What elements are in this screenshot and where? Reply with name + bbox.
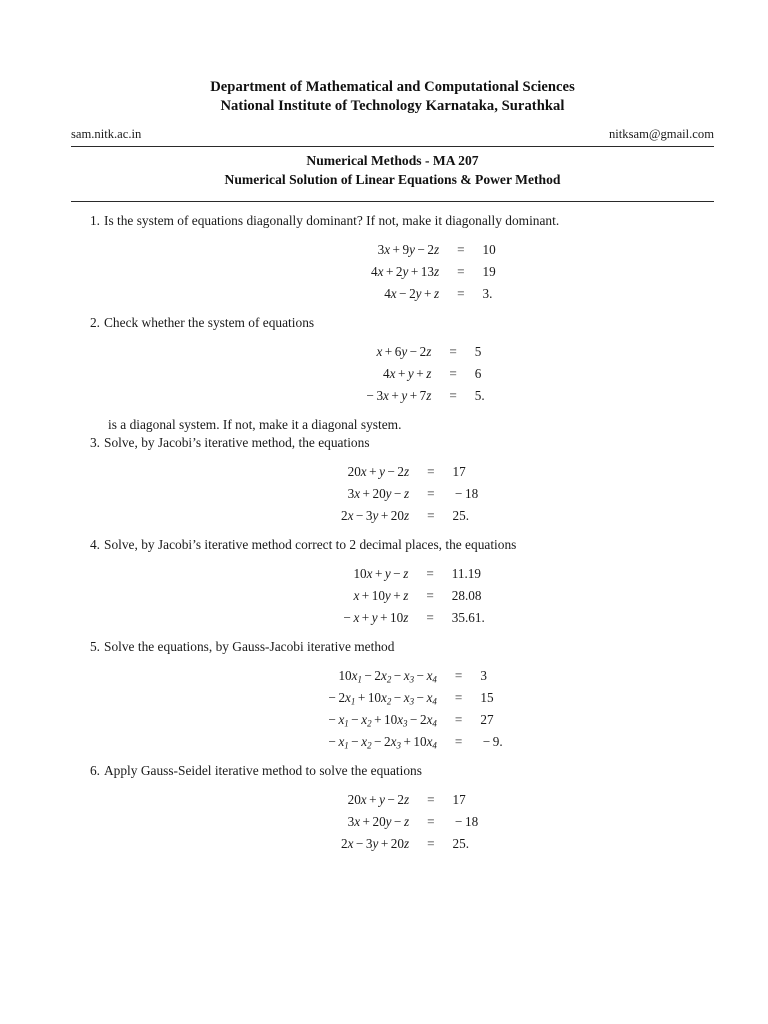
equation-rhs: 3. [482, 286, 493, 301]
equation-relation: = [426, 610, 434, 625]
equation-relation: = [457, 242, 465, 257]
equation-relation: = [457, 264, 465, 279]
equation-lhs: 4x + y + z [383, 366, 432, 381]
equation-rhs: 10 [482, 242, 496, 257]
equation-relation: = [454, 690, 463, 705]
equation-relation: = [449, 388, 457, 403]
equation-relation: = [426, 566, 434, 581]
equation-rhs: 5 [474, 344, 482, 359]
equation-row [341, 811, 478, 833]
equation-row [341, 563, 485, 585]
problem-heading [71, 434, 714, 452]
equation-rhs: 28.08 [451, 588, 482, 603]
equation-relation: = [449, 344, 457, 359]
equation-row [341, 461, 478, 483]
equation-row [371, 283, 496, 305]
problem-number: 1. [89, 213, 100, 228]
equation-rhs: − 18 [455, 486, 479, 501]
equation-lhs: 4x + 2y + 13z [371, 264, 440, 279]
equation-lhs: 3x + 20y − z [347, 486, 410, 501]
equation-rhs: 35.61. [451, 610, 485, 625]
equation-lhs: 4x − 2y + z [384, 286, 440, 301]
problem-heading [71, 212, 714, 230]
equation-row [326, 709, 503, 731]
equation-relation: = [449, 366, 457, 381]
equation-rhs: 5. [474, 388, 485, 403]
problem-prompt: Check whether the system of equations [104, 315, 315, 330]
equation-relation: = [427, 836, 435, 851]
equation-lhs: 10x + y − z [353, 566, 409, 581]
equation-row [341, 833, 478, 855]
problem-item [71, 212, 714, 305]
equation-row [371, 261, 496, 283]
header-rule-top [71, 146, 714, 147]
problem-prompt: Solve the equations, by Gauss-Jacobi iterative method [104, 639, 395, 654]
course-title-block [71, 152, 714, 189]
equation-lhs: − $x_1 - x_2 + 10x_3 - 2x_4$ [328, 712, 437, 729]
equation-lhs: − x + y + 10z [343, 610, 409, 625]
topic-name: Numerical Solution of Linear Equations & Power Method [224, 171, 561, 187]
equation-row [371, 239, 496, 261]
equation-system [371, 239, 496, 305]
problem-item [71, 314, 714, 434]
email-link[interactable]: nitksam@gmail.com [609, 127, 714, 141]
equation-row [341, 483, 478, 505]
equation-system [341, 461, 478, 527]
equation-row [341, 505, 478, 527]
equation-relation: = [427, 464, 435, 479]
problem-number: 4. [89, 537, 100, 552]
equation-rhs: 27 [480, 712, 494, 727]
equation-system [341, 563, 485, 629]
equation-rhs: 17 [452, 792, 466, 807]
equation-relation: = [427, 792, 435, 807]
contact-bar [71, 127, 714, 142]
equation-relation: = [427, 508, 435, 523]
problem-list [71, 212, 714, 864]
problem-prompt: Apply Gauss-Seidel iterative method to solve the equations [104, 763, 422, 778]
equation-lhs: − $2x_1 + 10x_2 - x_3 - x_4$ [328, 690, 437, 707]
equation-relation: = [454, 668, 463, 683]
equation-lhs: 2x − 3y + 20z [341, 836, 410, 851]
equation-relation: = [454, 734, 463, 749]
problem-heading [71, 536, 714, 554]
equation-rhs: 17 [452, 464, 466, 479]
equation-lhs: x + 10y + z [353, 588, 409, 603]
equation-rhs: 6 [474, 366, 482, 381]
equation-rhs: 3 [480, 668, 487, 683]
equation-lhs: 3x + 20y − z [347, 814, 410, 829]
equation-lhs: − 3x + y + 7z [366, 388, 432, 403]
equation-rhs: 11.19 [451, 566, 481, 581]
problem-prompt: Is the system of equations diagonally dominant? If not, make it diagonally dominant. [104, 213, 560, 228]
equation-rhs: 19 [482, 264, 496, 279]
equation-rhs: 15 [480, 690, 494, 705]
problem-prompt: Solve, by Jacobi’s iterative method, the equations [104, 435, 370, 450]
equation-row [364, 385, 485, 407]
equation-row [326, 687, 503, 709]
equation-row [364, 363, 485, 385]
problem-heading [71, 638, 714, 656]
equation-relation: = [426, 588, 434, 603]
problem-continuation: is a diagonal system. If not, make it a diagonal system. [108, 417, 402, 432]
equation-relation: = [427, 814, 435, 829]
problem-prompt: Solve, by Jacobi’s iterative method correct to 2 decimal places, the equations [104, 537, 517, 552]
department-name: Department of Mathematical and Computational Sciences [210, 79, 575, 95]
equation-lhs: − $x_1 - x_2 - 2x_3 + 10x_4$ [328, 734, 437, 751]
problem-number: 2. [89, 315, 100, 330]
equation-relation: = [454, 712, 463, 727]
equation-relation: = [457, 286, 465, 301]
problem-heading [71, 762, 714, 780]
problem-item [71, 434, 714, 527]
equation-row [326, 731, 503, 753]
equation-lhs: 3x + 9y − 2z [377, 242, 440, 257]
problem-number: 5. [89, 639, 100, 654]
equation-row [341, 585, 485, 607]
equation-row [341, 789, 478, 811]
problem-number: 3. [89, 435, 100, 450]
course-name: Numerical Methods - MA 207 [306, 153, 479, 168]
equation-lhs: 20x + y − 2z [347, 792, 410, 807]
equation-relation: = [427, 486, 435, 501]
equation-rhs: − 18 [455, 814, 479, 829]
equation-rhs: 25. [452, 508, 470, 523]
problem-item [71, 638, 714, 753]
equation-row [341, 607, 485, 629]
letterhead [71, 78, 714, 116]
equation-lhs: 2x − 3y + 20z [341, 508, 410, 523]
equation-row [326, 665, 503, 687]
problem-item [71, 536, 714, 629]
website-link[interactable]: sam.nitk.ac.in [71, 127, 142, 141]
equation-system [326, 665, 503, 753]
problem-number: 6. [89, 763, 100, 778]
equation-rhs: 25. [452, 836, 470, 851]
problem-heading [71, 314, 714, 332]
header-rule-bottom [71, 201, 714, 202]
equation-lhs: $10x_1 - 2x_2 - x_3 - x_4$ [338, 668, 437, 685]
equation-system [364, 341, 485, 407]
equation-lhs: x + 6y − 2z [376, 344, 432, 359]
equation-row [364, 341, 485, 363]
institute-name: National Institute of Technology Karnataka, Surathkal [220, 98, 565, 114]
problem-item [71, 762, 714, 855]
equation-lhs: 20x + y − 2z [347, 464, 410, 479]
equation-system [341, 789, 478, 855]
equation-rhs: − 9. [482, 734, 503, 749]
